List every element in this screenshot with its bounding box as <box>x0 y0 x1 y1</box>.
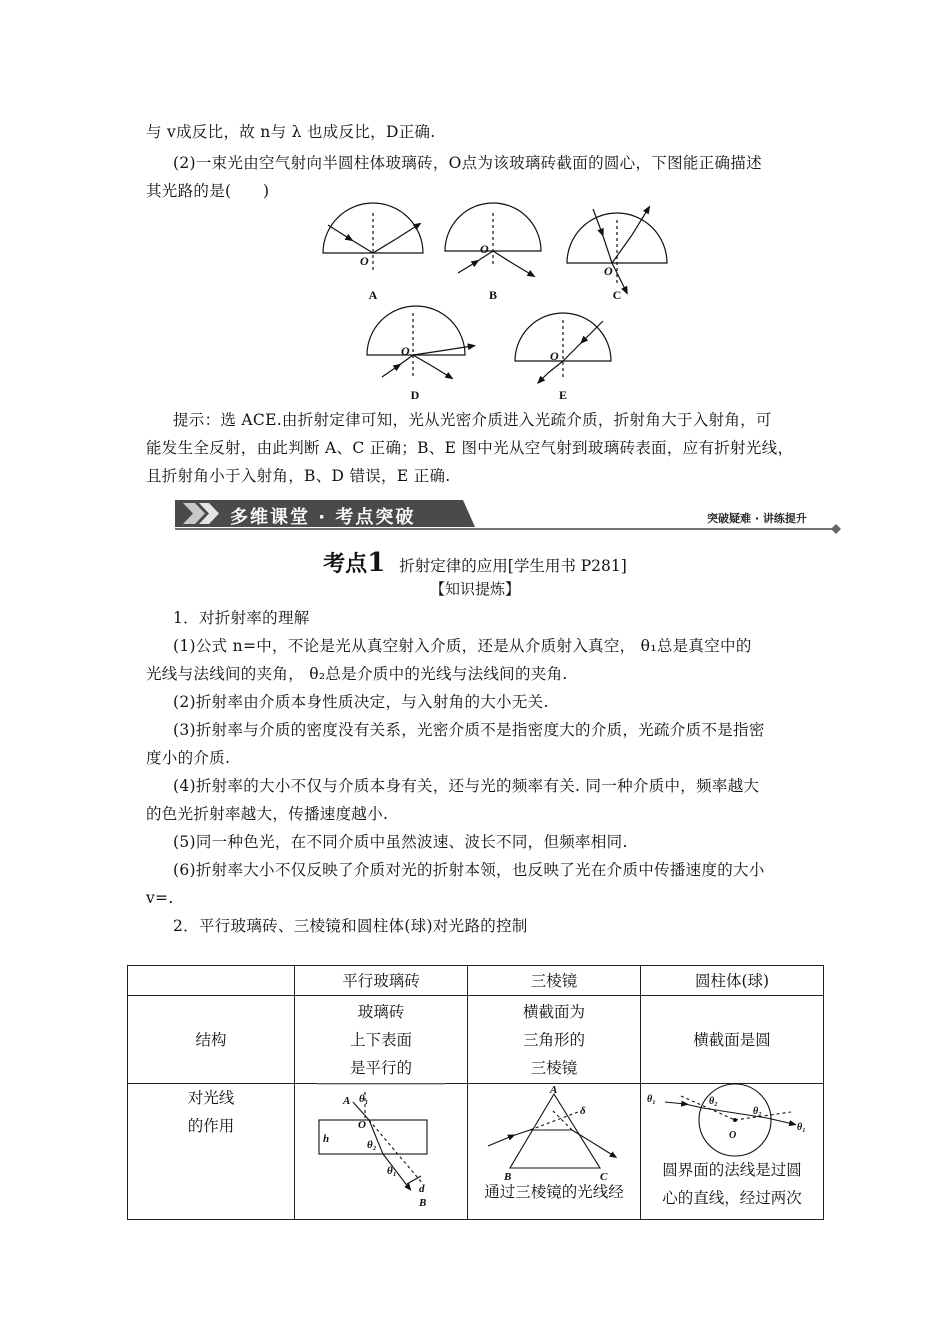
table-header-cell: 圆柱体(球) <box>641 966 824 996</box>
item-6a: (6)折射率大小不仅反映了介质对光的折射本领，也反映了光在介质中传播速度的大小 <box>173 861 765 879</box>
o-label: O <box>401 344 410 358</box>
slab-diagram <box>295 1084 467 1210</box>
prism-note: 通过三棱镜的光线经 <box>484 1183 624 1201</box>
section-title-word: 考点 <box>323 552 368 577</box>
table-cell: 横截面是圆 <box>641 996 824 1084</box>
figure-e <box>515 313 611 381</box>
item-5: (5)同一种色光，在不同介质中虽然波速、波长不同，但频率相同. <box>173 833 628 851</box>
prism-label-a: A <box>550 1084 558 1096</box>
banner-right-text: 突破疑难 · 讲练提升 <box>707 512 807 525</box>
prism-label-b: B <box>504 1171 512 1183</box>
figure-a <box>323 203 423 270</box>
figure-label-e: E <box>558 388 568 402</box>
cell-line: 三棱镜 <box>530 1058 578 1077</box>
slab-label-t2: θ₂ <box>367 1139 377 1151</box>
table-cell-label: 结构 <box>128 996 295 1084</box>
circle-center-dot <box>733 1118 737 1122</box>
heading-1: 1．对折射率的理解 <box>173 609 310 627</box>
table-row <box>128 1084 824 1220</box>
item-4b: 的色光折射率越大，传播速度越小. <box>146 805 389 823</box>
item-6b: v=. <box>146 889 174 907</box>
table-header-cell <box>128 966 295 996</box>
cell-line: 横截面为 <box>522 1002 585 1021</box>
table-header-row <box>128 966 824 996</box>
o-label: O <box>360 254 369 268</box>
table-row <box>128 996 824 1084</box>
table-cell <box>295 996 468 1084</box>
figure-b <box>445 203 541 275</box>
table-header-cell: 平行玻璃砖 <box>295 966 468 996</box>
figure-label-a: A <box>368 288 378 302</box>
cell-line: 上下表面 <box>349 1030 412 1049</box>
figure-label-d: D <box>410 388 420 402</box>
o-label: O <box>604 264 613 278</box>
item-3a: (3)折射率与介质的密度没有关系，光密介质不是指密度大的介质，光疏介质不是指密 <box>173 721 765 739</box>
circle-label-t1b: θ₁ <box>797 1122 806 1133</box>
banner-left-text: 多维课堂 · 考点突破 <box>230 507 416 528</box>
cell-line: 的作用 <box>187 1117 235 1135</box>
figure-d <box>367 306 472 377</box>
prism-label-delta: δ <box>580 1105 586 1117</box>
hint-line: 能发生全反射，由此判断 A、C 正确；B、E 图中光从空气射到玻璃砖表面，应有折射光线， <box>146 439 794 457</box>
table-cell-label <box>128 1084 295 1220</box>
section-banner <box>175 497 850 533</box>
section-title-num: 1 <box>367 548 386 578</box>
cell-line: 三角形的 <box>522 1030 585 1049</box>
hint-line: 且折射角小于入射角，B、D 错误，E 正确. <box>146 467 451 485</box>
section-title <box>0 547 950 578</box>
circle-diagram <box>641 1084 823 1156</box>
circle-label-t2b: θ₂ <box>753 1106 762 1117</box>
figure-label-b: B <box>488 288 498 302</box>
knowledge-heading: 【知识提炼】 <box>429 580 520 598</box>
slab-diagram-cell <box>295 1084 468 1220</box>
table-header-cell: 三棱镜 <box>468 966 641 996</box>
o-label: O <box>550 349 559 363</box>
circle-label-t1: θ₁ <box>647 1094 656 1105</box>
cell-line: 玻璃砖 <box>357 1002 405 1021</box>
prism-diagram-cell <box>468 1084 641 1220</box>
circle-note: 心的直线，经过两次 <box>662 1189 802 1207</box>
prism-diagram <box>468 1084 640 1183</box>
table-cell <box>468 996 641 1084</box>
slab-label-b: B <box>419 1197 427 1209</box>
figure-c <box>567 209 667 291</box>
figure-label-c: C <box>612 288 622 302</box>
slab-label-a: A <box>343 1095 351 1107</box>
slab-label-t1b: θ₁ <box>387 1165 397 1177</box>
comparison-table <box>127 965 824 1220</box>
slab-label-t1: θ₁ <box>359 1093 369 1105</box>
slab-label-d: d <box>419 1183 425 1195</box>
item-1b: 光线与法线间的夹角， θ₂总是介质中的光线与法线间的夹角. <box>146 665 568 683</box>
text-line: 与 v成反比，故 n与 λ 也成反比，D正确. <box>146 123 436 141</box>
item-2: (2)折射率由介质本身性质决定，与入射角的大小无关. <box>173 693 549 711</box>
question-line: 其光路的是( ) <box>146 182 270 200</box>
slab-label-o: O <box>358 1119 366 1131</box>
cell-line: 是平行的 <box>349 1058 412 1077</box>
prism-label-c: C <box>600 1171 608 1183</box>
slab-label-h: h <box>323 1133 330 1145</box>
section-subtitle: 折射定律的应用[学生用书 P281] <box>399 557 627 575</box>
circle-label-t2: θ₂ <box>709 1096 718 1107</box>
hint-line: 提示：选 ACE.由折射定律可知，光从光密介质进入光疏介质，折射角大于入射角，可 <box>173 411 772 429</box>
item-4a: (4)折射率的大小不仅与介质本身有关，还与光的频率有关. 同一种介质中，频率越大 <box>173 777 760 795</box>
cell-line: 对光线 <box>187 1089 235 1107</box>
item-3b: 度小的介质. <box>146 749 231 767</box>
circle-diagram-cell <box>641 1084 824 1220</box>
o-label: O <box>480 242 489 256</box>
circle-note: 圆界面的法线是过圆 <box>662 1161 802 1179</box>
item-1a: (1)公式 n=中，不论是光从真空射入介质，还是从介质射入真空， θ₁总是真空中的 <box>173 637 752 655</box>
question-line: (2)一束光由空气射向半圆柱体玻璃砖，O点为该玻璃砖截面的圆心，下图能正确描述 <box>173 154 762 172</box>
optics-figures <box>0 195 950 405</box>
circle-label-o: O <box>729 1130 737 1141</box>
heading-2: 2．平行玻璃砖、三棱镜和圆柱体(球)对光路的控制 <box>173 917 528 935</box>
